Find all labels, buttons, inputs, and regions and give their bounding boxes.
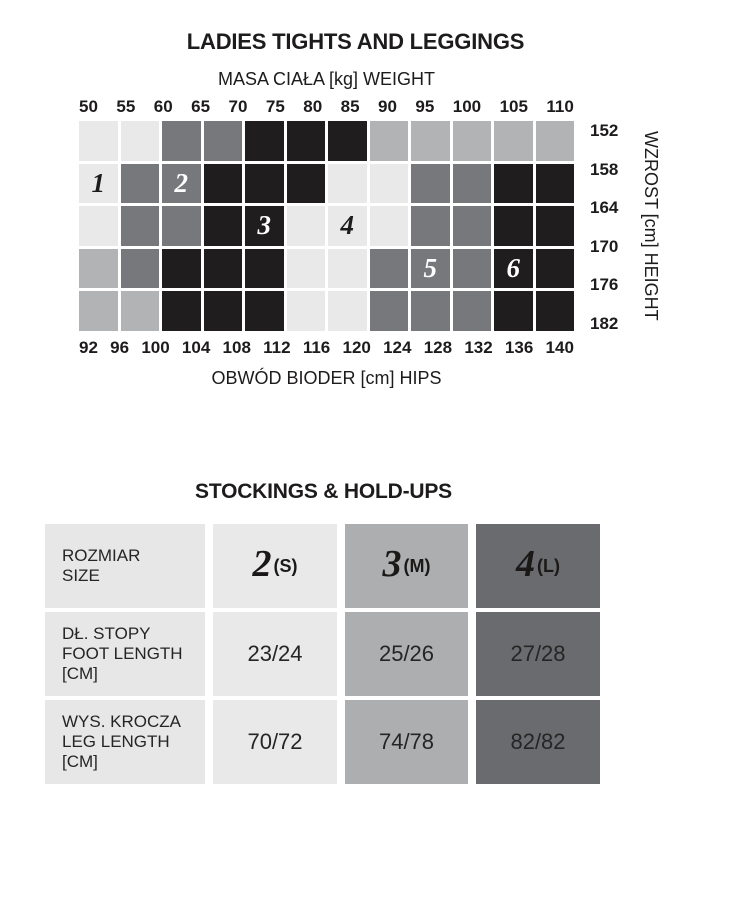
- size-number: 4: [516, 543, 535, 585]
- hips-tick: 140: [545, 338, 574, 357]
- hips-tick: 128: [423, 338, 453, 357]
- grid-cell: [204, 291, 243, 331]
- weight-tick: 60: [153, 97, 173, 116]
- size-header-cell: [345, 524, 468, 608]
- grid-cell: [328, 121, 367, 161]
- hips-ticks: [79, 338, 574, 358]
- hips-tick: 108: [222, 338, 251, 357]
- grid-cell: [245, 291, 284, 331]
- table-label-line: DŁ. STOPY: [62, 624, 151, 643]
- table-value-cell: 25/26: [345, 612, 468, 696]
- grid-cell: [411, 206, 450, 246]
- grid-cell: [287, 206, 326, 246]
- weight-tick: 55: [116, 97, 136, 116]
- grid-cell: [453, 291, 492, 331]
- grid-cell: [536, 206, 575, 246]
- grid-cell: [411, 164, 450, 204]
- grid-cell: [79, 206, 118, 246]
- grid-cell: [162, 164, 201, 204]
- size-marker: 5: [423, 253, 437, 284]
- grid-cell: [121, 206, 160, 246]
- hips-tick: 132: [464, 338, 493, 357]
- grid-cell: [204, 206, 243, 246]
- size-letter: (S): [273, 555, 298, 576]
- hips-tick: 116: [302, 338, 331, 357]
- grid-cell: [121, 249, 160, 289]
- weight-tick: 110: [546, 97, 574, 116]
- size-grid: [79, 121, 574, 331]
- grid-cell: [162, 249, 201, 289]
- hips-tick: 112: [263, 338, 291, 357]
- grid-cell: [121, 164, 160, 204]
- grid-cell: [328, 206, 367, 246]
- weight-ticks: [79, 97, 574, 117]
- size-marker: 6: [506, 253, 520, 284]
- grid-cell: [411, 249, 450, 289]
- table-label-line: SIZE: [62, 566, 100, 585]
- hips-tick: 92: [79, 338, 98, 357]
- grid-cell: [411, 291, 450, 331]
- height-tick: 164: [590, 198, 619, 218]
- grid-cell: [536, 249, 575, 289]
- grid-cell: [287, 291, 326, 331]
- hips-tick: 100: [141, 338, 170, 357]
- grid-cell: [79, 164, 118, 204]
- grid-cell: [494, 291, 533, 331]
- stockings-table: [45, 524, 600, 784]
- size-number: 3: [382, 543, 402, 585]
- table-label-line: [CM]: [62, 752, 98, 771]
- grid-cell: [245, 164, 284, 204]
- grid-cell: [328, 249, 367, 289]
- size-letter: (L): [537, 555, 560, 576]
- hips-tick: 120: [342, 338, 371, 357]
- table-value-cell: 82/82: [476, 700, 600, 784]
- grid-cell: [494, 121, 533, 161]
- grid-cell: [453, 206, 492, 246]
- grid-cell: [162, 121, 201, 161]
- grid-cell: [494, 164, 533, 204]
- weight-tick: 75: [265, 97, 285, 116]
- table-label-cell: [45, 612, 205, 696]
- table-label-line: [CM]: [62, 664, 98, 683]
- table-label-line: ROZMIAR: [62, 546, 141, 565]
- grid-cell: [370, 291, 409, 331]
- grid-cell: [370, 249, 409, 289]
- grid-cell: [453, 121, 492, 161]
- weight-tick: 105: [499, 97, 528, 116]
- grid-cell: [204, 121, 243, 161]
- weight-tick: 85: [340, 97, 360, 116]
- grid-cell: [536, 164, 575, 204]
- chart-title: LADIES TIGHTS AND LEGGINGS: [186, 29, 525, 54]
- size-marker: 3: [257, 210, 271, 241]
- grid-cell: [245, 121, 284, 161]
- weight-tick: 65: [191, 97, 211, 116]
- grid-cell: [453, 249, 492, 289]
- grid-cell: [79, 121, 118, 161]
- weight-tick: 50: [79, 97, 98, 116]
- stockings-title: STOCKINGS & HOLD-UPS: [195, 480, 452, 503]
- grid-cell: [162, 291, 201, 331]
- weight-tick: 90: [378, 97, 397, 116]
- hips-tick: 104: [181, 338, 211, 357]
- grid-cell: [287, 164, 326, 204]
- table-value-cell: 70/72: [213, 700, 337, 784]
- grid-cell: [79, 249, 118, 289]
- hips-tick: 136: [504, 338, 534, 357]
- height-tick: 152: [590, 121, 619, 140]
- table-value-cell: 74/78: [345, 700, 468, 784]
- table-label-cell: [45, 700, 205, 784]
- grid-cell: [245, 206, 284, 246]
- size-header-cell: [476, 524, 600, 608]
- grid-cell: [121, 121, 160, 161]
- size-letter: (M): [403, 555, 431, 576]
- grid-cell: [494, 249, 533, 289]
- height-ticks: [590, 121, 630, 333]
- height-tick: 182: [590, 313, 619, 333]
- grid-cell: [370, 206, 409, 246]
- weight-tick: 70: [228, 97, 248, 116]
- table-value-cell: 27/28: [476, 612, 600, 696]
- size-marker: 4: [340, 210, 354, 241]
- size-number: 2: [252, 543, 272, 585]
- grid-cell: [494, 206, 533, 246]
- height-tick: 158: [590, 159, 619, 179]
- size-header-cell: [213, 524, 337, 608]
- grid-cell: [453, 164, 492, 204]
- grid-cell: [328, 164, 367, 204]
- grid-cell: [245, 249, 284, 289]
- grid-cell: [287, 121, 326, 161]
- table-label-line: FOOT LENGTH: [62, 644, 183, 663]
- table-label-line: LEG LENGTH: [62, 732, 170, 751]
- grid-cell: [162, 206, 201, 246]
- grid-cell: [287, 249, 326, 289]
- weight-tick: 100: [452, 97, 482, 116]
- grid-cell: [79, 291, 118, 331]
- grid-cell: [370, 164, 409, 204]
- grid-cell: [328, 291, 367, 331]
- weight-tick: 80: [303, 97, 323, 116]
- grid-cell: [204, 249, 243, 289]
- grid-cell: [204, 164, 243, 204]
- grid-cell: [121, 291, 160, 331]
- size-marker: 2: [174, 167, 188, 198]
- grid-cell: [536, 121, 575, 161]
- table-label-line: WYS. KROCZA: [62, 712, 182, 731]
- hips-axis-label: OBWÓD BIODER [cm] HIPS: [211, 368, 442, 388]
- height-tick: 170: [590, 236, 619, 256]
- weight-tick: 95: [415, 97, 435, 116]
- table-value-cell: 23/24: [213, 612, 337, 696]
- hips-tick: 96: [110, 338, 130, 357]
- table-label-cell: [45, 524, 205, 608]
- grid-cell: [370, 121, 409, 161]
- grid-cell: [536, 291, 575, 331]
- weight-axis-label: MASA CIAŁA [kg] WEIGHT: [217, 69, 436, 89]
- size-marker: 1: [91, 167, 105, 198]
- height-tick: 176: [590, 275, 619, 295]
- height-axis-label: WZROST [cm] HEIGHT: [641, 131, 661, 321]
- hips-tick: 124: [383, 338, 412, 357]
- grid-cell: [411, 121, 450, 161]
